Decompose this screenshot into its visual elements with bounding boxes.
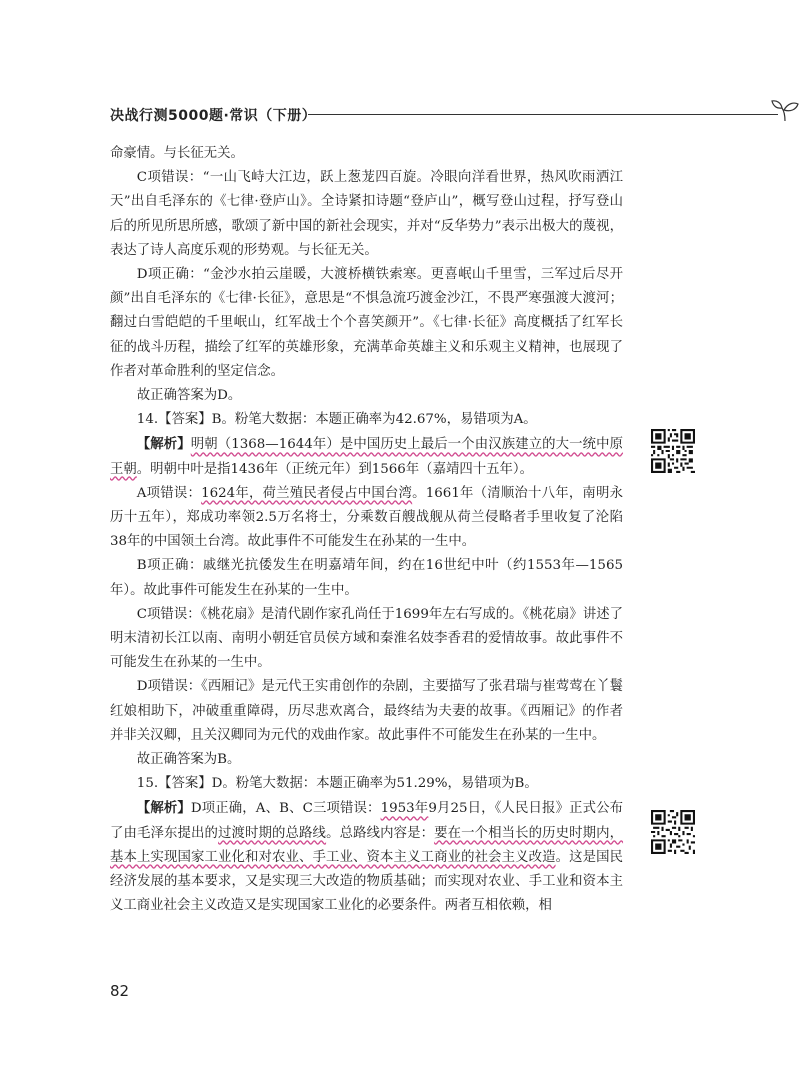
running-header xyxy=(110,103,690,127)
qr-code-icon[interactable] xyxy=(651,810,695,854)
paragraph: D项错误：《西厢记》是元代王实甫创作的杂剧，主要描写了张君瑞与崔莺莺在丫鬟红娘相助下，冲破重重障碍，历尽悲欢离合，最终结为夫妻的故事。《西厢记》的作者并非关汉卿，且关汉卿同为元代的戏曲作家。故此事件不可能发生在孙某的一生中。 xyxy=(110,679,623,743)
page-number: 82 xyxy=(110,982,130,1000)
leaf-sprout-icon xyxy=(770,97,800,123)
page-body xyxy=(110,142,623,919)
analysis-label: 【解析】 xyxy=(136,436,191,453)
header-title: 决战行测5000题·常识（下册） xyxy=(110,108,317,124)
paragraph-text: 9月25日，《人民日报》正式公布了由毛泽东提出的 xyxy=(110,801,624,841)
paragraph: B项正确：戚继光抗倭发生在明嘉靖年间，约在16世纪中叶（约1553年—1565年）。故此事件可能发生在孙某的一生中。 xyxy=(110,558,623,598)
paragraph xyxy=(110,482,623,555)
paragraph-text: A项错误： xyxy=(136,485,202,501)
paragraph-text: 。总路线内容是： xyxy=(326,825,435,841)
analysis-label: 【解析】 xyxy=(136,800,191,817)
highlighted-text: 1624年，荷兰殖民者侵占中国台湾 xyxy=(201,485,413,501)
paragraph: 故正确答案为D。 xyxy=(136,388,242,404)
highlighted-text: 过渡时期的总路线 xyxy=(218,825,327,841)
answer-line-14: 14.【答案】B。粉笔大数据：本题正确率为42.67%，易错项为A。 xyxy=(136,412,537,428)
paragraph: C项错误：“一山飞峙大江边，跃上葱茏四百旋。冷眼向洋看世界，热风吹雨洒江天”出自毛泽东的《七律·登庐山》。全诗紧扣诗题“登庐山”，概写登山过程，抒写登山后的所见所思所感，歌颂了新中国的新社会现实，并对“反华势力”表示出极大的蔑视，表达了诗人高度乐观的形势观。与长征无关。 xyxy=(110,170,623,258)
paragraph-text: 。1661年（清顺治十八年，南明永历十五年），郑成功率领2.5万名将士，分乘数百艘战舰从荷兰侵略者手里收复了沦陷38年的中国领土台湾。故此事件不可能发生在孙某的一生中。 xyxy=(110,485,624,550)
qr-code-icon[interactable] xyxy=(651,429,695,473)
highlighted-text: 要在一个相当长的历史时期内，基本上实现国家工业化和对农业、手工业、资本主义工商业的社会主义改造 xyxy=(110,825,624,865)
analysis-paragraph xyxy=(110,796,623,918)
header-rule xyxy=(308,114,778,115)
analysis-paragraph xyxy=(110,432,623,481)
paragraph-text: 。明朝中叶是指1436年（正统元年）到1566年（嘉靖四十五年）。 xyxy=(136,461,534,477)
answer-line-15: 15.【答案】D。粉笔大数据：本题正确率为51.29%，易错项为B。 xyxy=(136,776,538,792)
paragraph: 命豪情。与长征无关。 xyxy=(110,146,244,161)
paragraph: D项正确：“金沙水拍云崖暖，大渡桥横铁索寒。更喜岷山千里雪，三军过后尽开颜”出自毛泽东的《七律·长征》，意思是“不惧急流巧渡金沙江，不畏严寒强渡大渡河；翻过白雪皑皑的千里岷山，红军战士个个喜笑颜开”。《七律·长征》高度概括了红军长征的战斗历程，描绘了红军的英雄形象，充满革命英雄主义和乐观主义精神，也展现了作者对革命胜利的坚定信念。 xyxy=(110,267,623,379)
paragraph: C项错误：《桃花扇》是清代剧作家孔尚任于1699年左右写成的。《桃花扇》讲述了明末清初长江以南、南明小朝廷官员侯方域和秦淮名妓李香君的爱情故事。故此事件不可能发生在孙某的一生中。 xyxy=(110,606,623,671)
highlighted-text: 1953年 xyxy=(380,801,429,817)
paragraph-text: D项正确，A、B、C三项错误： xyxy=(190,801,381,817)
qr-code-graphic xyxy=(651,810,695,854)
highlighted-text: 明朝（1368—1644年）是中国历史上最后一个由汉族建立的大一统中原王朝 xyxy=(110,437,624,477)
paragraph: 故正确答案为B。 xyxy=(136,752,241,768)
paragraph-text: 。这是国民经济发展的基本要求，又是实现三大改造的物质基础；而实现对农业、手工业和资本主义工商业社会主义改造又是实现国家工业化的必要条件。两者互相依赖，相 xyxy=(110,849,624,914)
qr-code-graphic xyxy=(651,429,695,473)
